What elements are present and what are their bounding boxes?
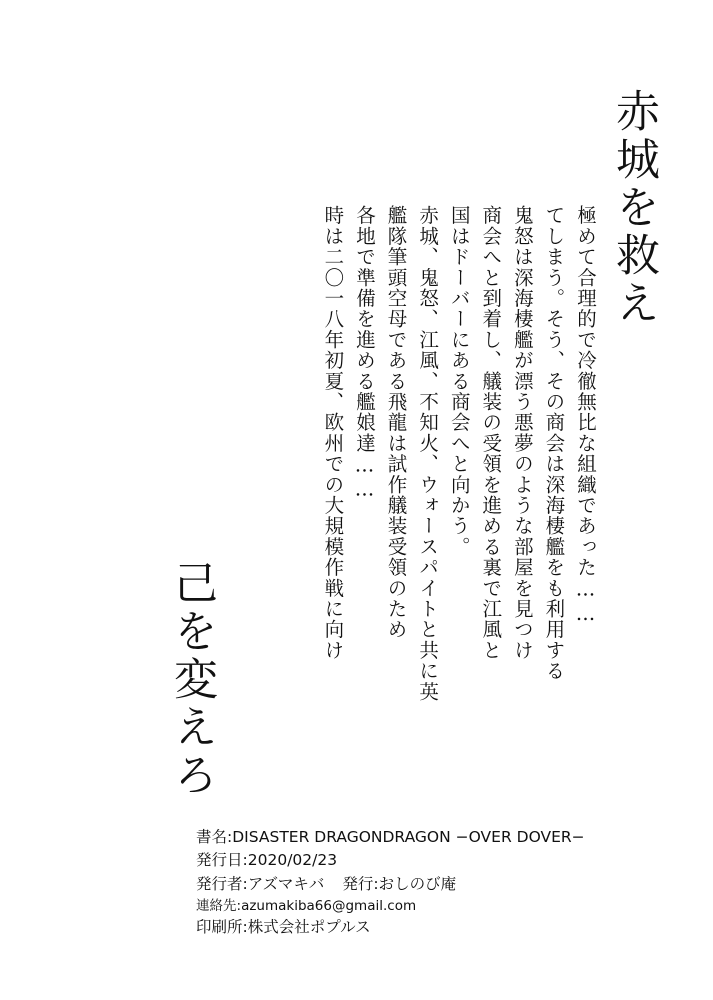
colophon-row-title: [196, 826, 666, 849]
title-top: 赤城を救え: [608, 88, 659, 328]
synopsis-line: 艦隊筆頭空母である飛龍は試作艤装受領のため: [384, 205, 408, 640]
colophon: [196, 826, 666, 939]
colophon-separator: :: [373, 874, 379, 893]
contact-value: azumakiba66@gmail.com: [241, 897, 417, 914]
title-bottom: 己を変えろ: [166, 560, 217, 800]
synopsis-line: 極めて合理的で冷徹無比な組織であった……: [574, 205, 597, 626]
author-value: アズマキバ: [247, 874, 325, 893]
colophon-row-date: [196, 849, 666, 872]
colophon-separator: :: [242, 851, 248, 870]
synopsis-line: 各地で準備を進める艦娘達……: [352, 205, 376, 502]
book-title-label: 書名: [196, 828, 228, 846]
colophon-row-printer: [196, 916, 666, 939]
date-label: 発行日: [196, 851, 243, 870]
book-title-value: DISASTER DRAGONDRAGON −OVER DOVER−: [232, 828, 585, 846]
author-label: 発行者: [196, 874, 243, 893]
colophon-row-author: [196, 873, 666, 896]
colophon-separator: :: [227, 828, 233, 846]
colophon-separator: :: [236, 897, 242, 914]
synopsis-line: 商会へと到着し、艤装の受領を進める裏で江風と: [479, 205, 503, 661]
printer-label: 印刷所: [196, 918, 243, 936]
date-value: 2020/02/23: [247, 851, 338, 870]
publisher-value: おしのび庵: [378, 874, 457, 893]
synopsis-line: 鬼怒は深海棲艦が漂う悪夢のような部屋を見つけ: [510, 205, 534, 661]
colophon-separator: :: [242, 874, 248, 893]
colophon-row-contact: [196, 896, 666, 916]
colophon-separator: :: [242, 918, 248, 936]
synopsis-line: 時は二〇一八年初夏、欧州での大規模作戦に向け: [321, 205, 345, 661]
synopsis-line: てしまう。そう、その商会は深海棲艦をも利用する: [542, 205, 566, 682]
printer-value: 株式会社ポプルス: [247, 918, 371, 936]
synopsis-line: 赤城、鬼怒、江風、不知火、ウォースパイトと共に英: [416, 205, 440, 702]
synopsis-text-block: [317, 205, 601, 785]
publisher-label: 発行: [342, 874, 374, 893]
synopsis-line: 国はドーバーにある商会へと向かう。: [447, 205, 471, 557]
contact-label: 連絡先: [196, 897, 237, 914]
